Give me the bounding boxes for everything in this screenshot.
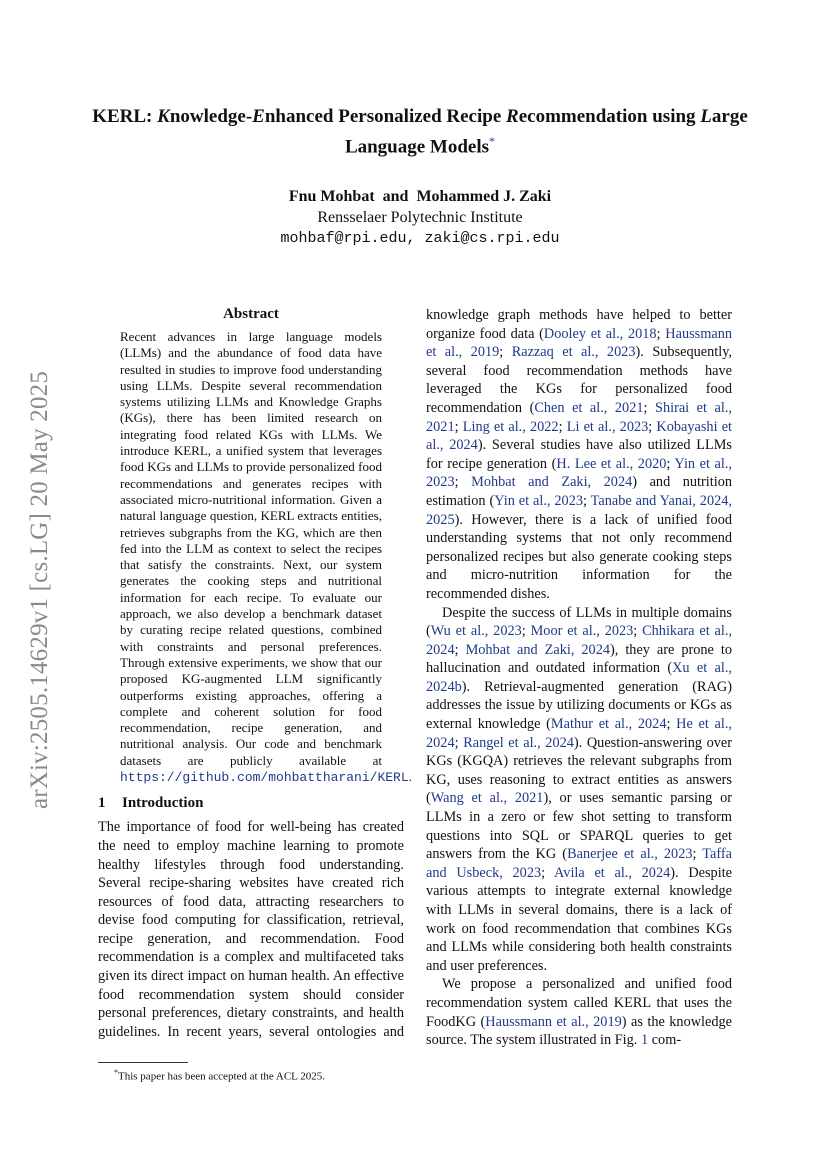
citation-link[interactable]: Wang et al., 2021 (430, 790, 544, 807)
author-names: Fnu Mohbat and Mohammed J. Zaki (288, 188, 552, 205)
footnote-body: This paper has been accepted at the ACL 2025. (118, 1070, 325, 1083)
title-fragment: KERL: (92, 106, 158, 127)
intro-paragraph-2: Despite the success of LLMs in multiple domains (Wu et al., 2023; Moor et al., 2023; Chhikara et al., 2024; Mohbat and Zaki, 2024), they are prone to hallucination and outdated information (Xu et al., 2024b). Retrieval-augmented generation (RAG) addresses the issue by utilizing documents or KGs as external knowledge (Mathur et al., 2024; He et al., 2024; Rangel et al., 2024). Question-answering over KGs (KGQA) retrieves the relevant subgraphs from KG, uses reasoning to extract entities as answers (Wang et al., 2021), or uses semantic parsing or LLMs in a zero or few shot setting to transform questions into SQL or SPARQL queries to get answers from the KG (Banerjee et al., 2023; Taffa and Usbeck, 2023; Avila et al., 2024). Despite various attempts to integrate external knowledge with LLMs in several domains, there is a lack of work on food recommendation that combines KGs and LLMs while considering both health constraints and user preferences. (426, 604, 733, 974)
citation-link[interactable]: Yin et al., 2023 (494, 492, 583, 509)
citation-link[interactable]: Banerjee et al., 2023 (567, 846, 693, 863)
citation-link[interactable]: Xu et al., 2024b (426, 660, 733, 695)
section-heading-introduction (98, 795, 404, 812)
citation-link[interactable]: Tanabe and Yanai, 2024, 2025 (426, 492, 732, 528)
citation-link[interactable]: Taffa and Usbeck, 2023 (426, 846, 732, 881)
section-number: 1 (98, 795, 106, 812)
arxiv-identifier-stamp (20, 340, 60, 840)
citation-link[interactable]: Razzaq et al., 2023 (511, 344, 636, 361)
title-fragment: K (157, 106, 170, 127)
citation-link[interactable]: Yin et al., 2023 (426, 455, 732, 491)
footnote (98, 1062, 404, 1084)
citation-link[interactable]: Mathur et al., 2024 (550, 716, 667, 733)
citation-link[interactable]: Haussmann et al., 2019 (485, 1013, 622, 1030)
citation-link[interactable]: Chen et al., 2021 (534, 399, 644, 416)
citation-link[interactable]: Haussmann et al., 2019 (426, 325, 732, 361)
citation-link[interactable]: H. Lee et al., 2020 (556, 455, 667, 472)
citation-link[interactable]: 1 (640, 1032, 649, 1049)
paper-title (80, 105, 760, 159)
arxiv-stamp-text: arXiv:2505.14629v1 [cs.LG] 20 May 2025 (26, 370, 53, 810)
title-fragment: ecommendation using (518, 106, 701, 127)
title-fragment: arge Language Models (344, 106, 748, 158)
intro-paragraph-1: The importance of food for well-being has created the need to employ machine learning to promote healthy lifestyles through food understanding. Several recipe-sharing websites have created rich resources of food data, attracting researchers to devise food computing for classification, retrieval, recipe generation, and recommendation. Food recommendation is a complex and multifaceted taks given its direct impact on human health. An effective food recommendation system should consider personal preferences, dietary constraints, and health guidelines. In recent years, several ontologies and (98, 819, 404, 1040)
left-column (98, 306, 412, 1041)
citation-link[interactable]: Ling et al., 2022 (462, 418, 559, 435)
citation-link[interactable]: Rangel et al., 2024 (463, 734, 574, 751)
title-fragment: L (700, 106, 712, 127)
title-fragment: nhanced Personalized Recipe (264, 106, 507, 127)
citation-link[interactable]: He et al., 2024 (426, 716, 732, 751)
citation-link[interactable]: Chhikara et al., 2024 (426, 623, 733, 658)
citation-link[interactable]: Avila et al., 2024 (554, 864, 671, 881)
citation-link[interactable]: Mohbat and Zaki, 2024 (471, 474, 633, 491)
citation-link[interactable]: Dooley et al., 2018 (543, 325, 657, 342)
footnote-text (98, 1066, 404, 1084)
author-emails: mohbaf@rpi.edu, zaki@cs.rpi.edu (280, 230, 560, 247)
title-fragment: E (252, 106, 265, 127)
intro-paragraph-3: We propose a personalized and unified food recommendation system called KERL that uses the FoodKG (Haussmann et al., 2019) as the knowledge source. The system illustrated in Fig. 1 com- (426, 976, 732, 1049)
citation-link[interactable]: Moor et al., 2023 (530, 623, 634, 640)
title-fragment: nowledge- (169, 106, 253, 127)
citation-link[interactable]: Mohbat and Zaki, 2024 (465, 641, 610, 658)
intro-paragraph-1-continued: knowledge graph methods have helped to better organize food data (Dooley et al., 2018; Haussmann et al., 2019; Razzaq et al., 2023). Subsequently, several food recommendation methods have leveraged the KGs for personalized food recommendation (Chen et al., 2021; Shirai et al., 2021; Ling et al., 2022; Li et al., 2023; Kobayashi et al., 2024). Several studies have also utilized LLMs for recipe generation (H. Lee et al., 2020; Yin et al., 2023; Mohbat and Zaki, 2024) and nutrition estimation (Yin et al., 2023; Tanabe and Yanai, 2024, 2025). However, there is a lack of unified food understanding systems that not only recommend personalized recipes but also generate cooking steps and micro-nutrition information for the recommended dishes. (426, 307, 733, 602)
paper-title-text (92, 106, 748, 157)
footnote-mark: * (114, 1068, 118, 1077)
footnote-rule (98, 1062, 188, 1063)
citation-link[interactable]: Shirai et al., 2021 (426, 399, 732, 435)
right-column (426, 306, 732, 1050)
author-block (80, 186, 760, 249)
title-fragment: R (506, 106, 519, 127)
citation-link[interactable]: Kobayashi et al., 2024 (426, 418, 733, 454)
github-url-link[interactable]: https://github.com/mohbattharani/KERL (120, 770, 409, 786)
title-footnote-mark[interactable]: * (489, 134, 496, 148)
author-affiliation: Rensselaer Polytechnic Institute (317, 209, 523, 226)
abstract-body: Recent advances in large language models (LLMs) and the abundance of food data have resulted in studies to improve food understanding using LLMs. Despite several recommendation systems utilizing LLMs and Knowledge Graphs (KGs), there has been limited research on integrating food related KGs with LLMs. We introduce KERL, a unified system that leverages food KGs and LLMs to provide personalized food recommendations and generates recipes with associated micro-nutritional information. Given a natural language question, KERL extracts entities, retrieves subgraphs from the KG, which are then fed into the LLM as context to select the recipes that satisfy the constraints. Next, our system generates the cooking steps and nutritional information for each recipe. To evaluate our approach, we also develop a benchmark dataset by curating recipe related questions, combined with constraints and personal preferences. Through extensive experiments, we show that our proposed KG-augmented LLM significantly outperforms existing approaches, offering a complete and coherent solution for food recommendation, recipe generation, and nutritional analysis. Our code and benchmark datasets are publicly available at https://github.com/mohbattharani/KERL. (120, 329, 412, 786)
abstract-heading: Abstract (223, 306, 279, 322)
citation-link[interactable]: Wu et al., 2023 (430, 623, 522, 640)
citation-link[interactable]: Li et al., 2023 (566, 418, 649, 435)
section-title: Introduction (122, 795, 204, 812)
